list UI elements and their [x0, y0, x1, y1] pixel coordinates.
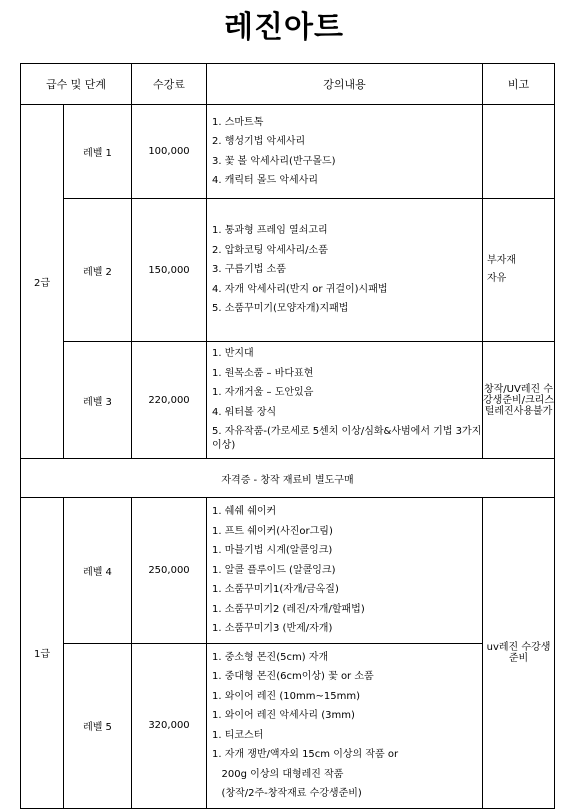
- content-item: 1. 스마트톡: [212, 116, 264, 128]
- content-item: 1. 자개거울 – 도안있음: [212, 387, 314, 398]
- notice-text: 자격증 - 창작 재료비 별도구매: [21, 459, 555, 498]
- notice-row: [21, 459, 555, 498]
- content-item: 1. 자개 쟁반/액자외 15cm 이상의 작품 or: [212, 749, 399, 760]
- content-item: 1. 프트 쉐이커(사진or그림): [212, 525, 333, 537]
- content-item: 1. 소품꾸미기2 (레진/자개/할패법): [212, 603, 365, 615]
- content-item: 5. 소품꾸미기(모양자개)지패법: [212, 303, 349, 315]
- table-row: [21, 342, 555, 459]
- level-name: 레벨 4: [64, 498, 132, 644]
- level-fee: 220,000: [132, 342, 207, 459]
- level-content: [207, 199, 483, 342]
- content-item: 3. 구름기법 소품: [212, 264, 286, 276]
- table-row: [21, 105, 555, 199]
- level-content: [207, 498, 483, 644]
- content-item: 1. 반지대: [212, 348, 254, 359]
- content-item: 1. 티코스터: [212, 729, 264, 741]
- level-fee: 250,000: [132, 498, 207, 644]
- content-item: 4. 워터볼 장식: [212, 406, 277, 418]
- content-item: 2. 행성기법 악세사리: [212, 136, 306, 147]
- level-content: [207, 342, 483, 459]
- header-grade-level: 급수 및 단계: [21, 64, 132, 105]
- content-item: 1. 마블기법 시계(알콜잉크): [212, 545, 333, 556]
- content-item: 2. 압화코팅 악세사리/소품: [212, 244, 328, 256]
- header-content: 강의내용: [207, 64, 483, 105]
- level-content: [207, 643, 483, 808]
- level-name: 레벨 5: [64, 643, 132, 808]
- content-item: 1. 쉐쉐 쉐이커: [212, 506, 277, 517]
- content-item: 1. 와이어 레진 (10mm~15mm): [212, 690, 360, 702]
- content-item: 4. 캐릭터 몰드 악세사리: [212, 175, 319, 186]
- grade-1-label: 1급: [21, 498, 64, 809]
- level-content: [207, 105, 483, 199]
- table-row: [21, 199, 555, 342]
- level-name: 레벨 3: [64, 342, 132, 459]
- grade-2-label: 2급: [21, 105, 64, 459]
- content-item: 1. 와이어 레진 악세사리 (3mm): [212, 710, 355, 721]
- remark-cell: uv레진 수강생준비: [483, 498, 555, 809]
- header-row: [21, 64, 555, 105]
- content-item: 5. 자유작품-(가로세로 5센치 이상/심화&사범에서 기법 3가지 이상): [212, 426, 485, 451]
- header-remarks: 비고: [483, 64, 555, 105]
- content-item: 1. 소품꾸미기1(자개/금옥질): [212, 584, 339, 595]
- content-item: 200g 이상의 대형레진 작품: [212, 768, 344, 780]
- level-name: 레벨 2: [64, 199, 132, 342]
- level-name: 레벨 1: [64, 105, 132, 199]
- content-item: 3. 꽃 볼 악세사리(반구몰드): [212, 155, 336, 167]
- content-item: 1. 중대형 몬진(6cm이상) 꽃 or 소품: [212, 671, 374, 682]
- content-item: 1. 알콜 플루이드 (알콜잉크): [212, 564, 336, 576]
- level-fee: 320,000: [132, 643, 207, 808]
- content-item: 1. 원목소품 – 바다표현: [212, 367, 314, 379]
- remark-cell: 창작/UV레진 수강생준비/크리스털레진사용불가: [483, 342, 555, 459]
- table-row: [21, 498, 555, 644]
- content-item: 1. 통과형 프레임 열쇠고리: [212, 225, 328, 237]
- remark-cell: 부자재 자유: [483, 199, 555, 342]
- table-row: [21, 643, 555, 808]
- page-title: 레진아트: [224, 10, 344, 45]
- course-table: [20, 63, 555, 809]
- content-item: 1. 소품꾸미기3 (반제/자개): [212, 623, 333, 634]
- level-fee: 100,000: [132, 105, 207, 199]
- content-item: 4. 자개 악세사리(반지 or 귀걸이)시패법: [212, 283, 388, 295]
- content-item: 1. 중소형 몬진(5cm) 자개: [212, 651, 329, 663]
- header-fee: 수강료: [132, 64, 207, 105]
- content-item: (창작/2주-창작재료 수강생준비): [212, 788, 362, 799]
- remark-cell: [483, 105, 555, 199]
- level-fee: 150,000: [132, 199, 207, 342]
